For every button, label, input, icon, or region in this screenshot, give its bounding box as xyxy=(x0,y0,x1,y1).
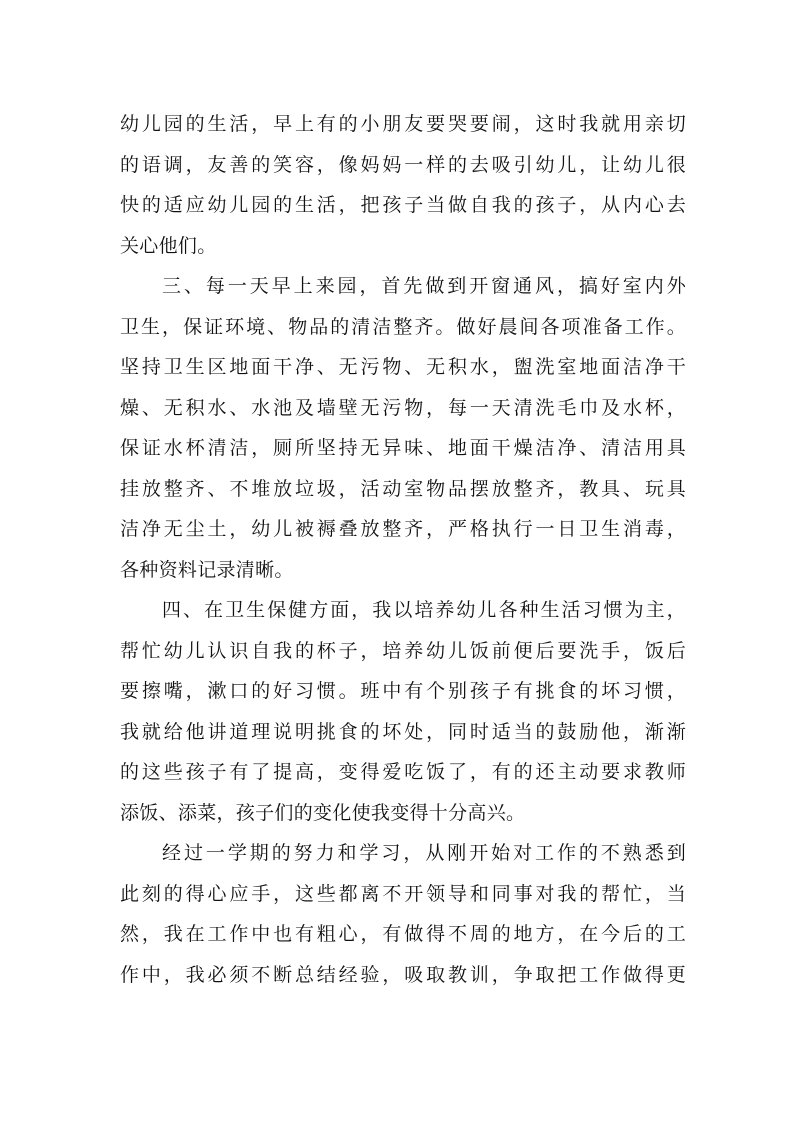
paragraph-end-line: 关心他们。 xyxy=(120,234,217,257)
text-line: 要擦嘴，漱口的好习惯。班中有个别孩子有挑食的坏习惯， xyxy=(120,680,686,702)
text-line: 作中，我必须不断总结经验，吸取教训，争取把工作做得更 xyxy=(120,963,686,986)
text-line: 帮忙幼儿认识自我的杯子，培养幼儿饭前便后要洗手，饭后 xyxy=(120,639,686,662)
paragraph-start-line: 三、每一天早上来园，首先做到开窗通风，搞好室内外 xyxy=(162,275,686,297)
paragraph-start-line: 四、在卫生保健方面，我以培养幼儿各种生活习惯为主， xyxy=(162,599,686,621)
document-body xyxy=(120,104,686,995)
text-line: 洁净无尘土，幼儿被褥叠放整齐，严格执行一日卫生消毒， xyxy=(120,518,686,540)
paragraph-end-line: 各种资料记录清晰。 xyxy=(120,558,294,581)
text-line: 幼儿园的生活，早上有的小朋友要哭要闹，这时我就用亲切 xyxy=(120,113,686,135)
text-line: 挂放整齐、不堆放垃圾，活动室物品摆放整齐，教具、玩具 xyxy=(120,477,686,500)
text-line: 保证水杯清洁，厕所坚持无异味、地面干燥洁净、清洁用具 xyxy=(120,437,686,459)
text-line: 快的适应幼儿园的生活，把孩子当做自我的孩子，从内心去 xyxy=(120,194,686,216)
text-line: 坚持卫生区地面干净、无污物、无积水，盥洗室地面洁净干 xyxy=(120,356,686,378)
text-line: 的这些孩子有了提高，变得爱吃饭了，有的还主动要求教师 xyxy=(120,761,686,783)
text-line: 的语调，友善的笑容，像妈妈一样的去吸引幼儿，让幼儿很 xyxy=(120,153,686,176)
paragraph-start-line: 经过一学期的努力和学习，从刚开始对工作的不熟悉到 xyxy=(162,842,686,864)
text-line: 此刻的得心应手，这些都离不开领导和同事对我的帮忙，当 xyxy=(120,882,686,905)
text-line: 然，我在工作中也有粗心，有做得不周的地方，在今后的工 xyxy=(120,923,686,945)
text-line: 我就给他讲道理说明挑食的坏处，同时适当的鼓励他，渐渐 xyxy=(120,720,686,743)
paragraph-end-line: 添饭、添菜，孩子们的变化使我变得十分高兴。 xyxy=(120,801,526,824)
text-line: 卫生，保证环境、物品的清洁整齐。做好晨间各项准备工作。 xyxy=(120,315,686,338)
text-line: 燥、无积水、水池及墙壁无污物，每一天清洗毛巾及水杯， xyxy=(120,396,686,419)
